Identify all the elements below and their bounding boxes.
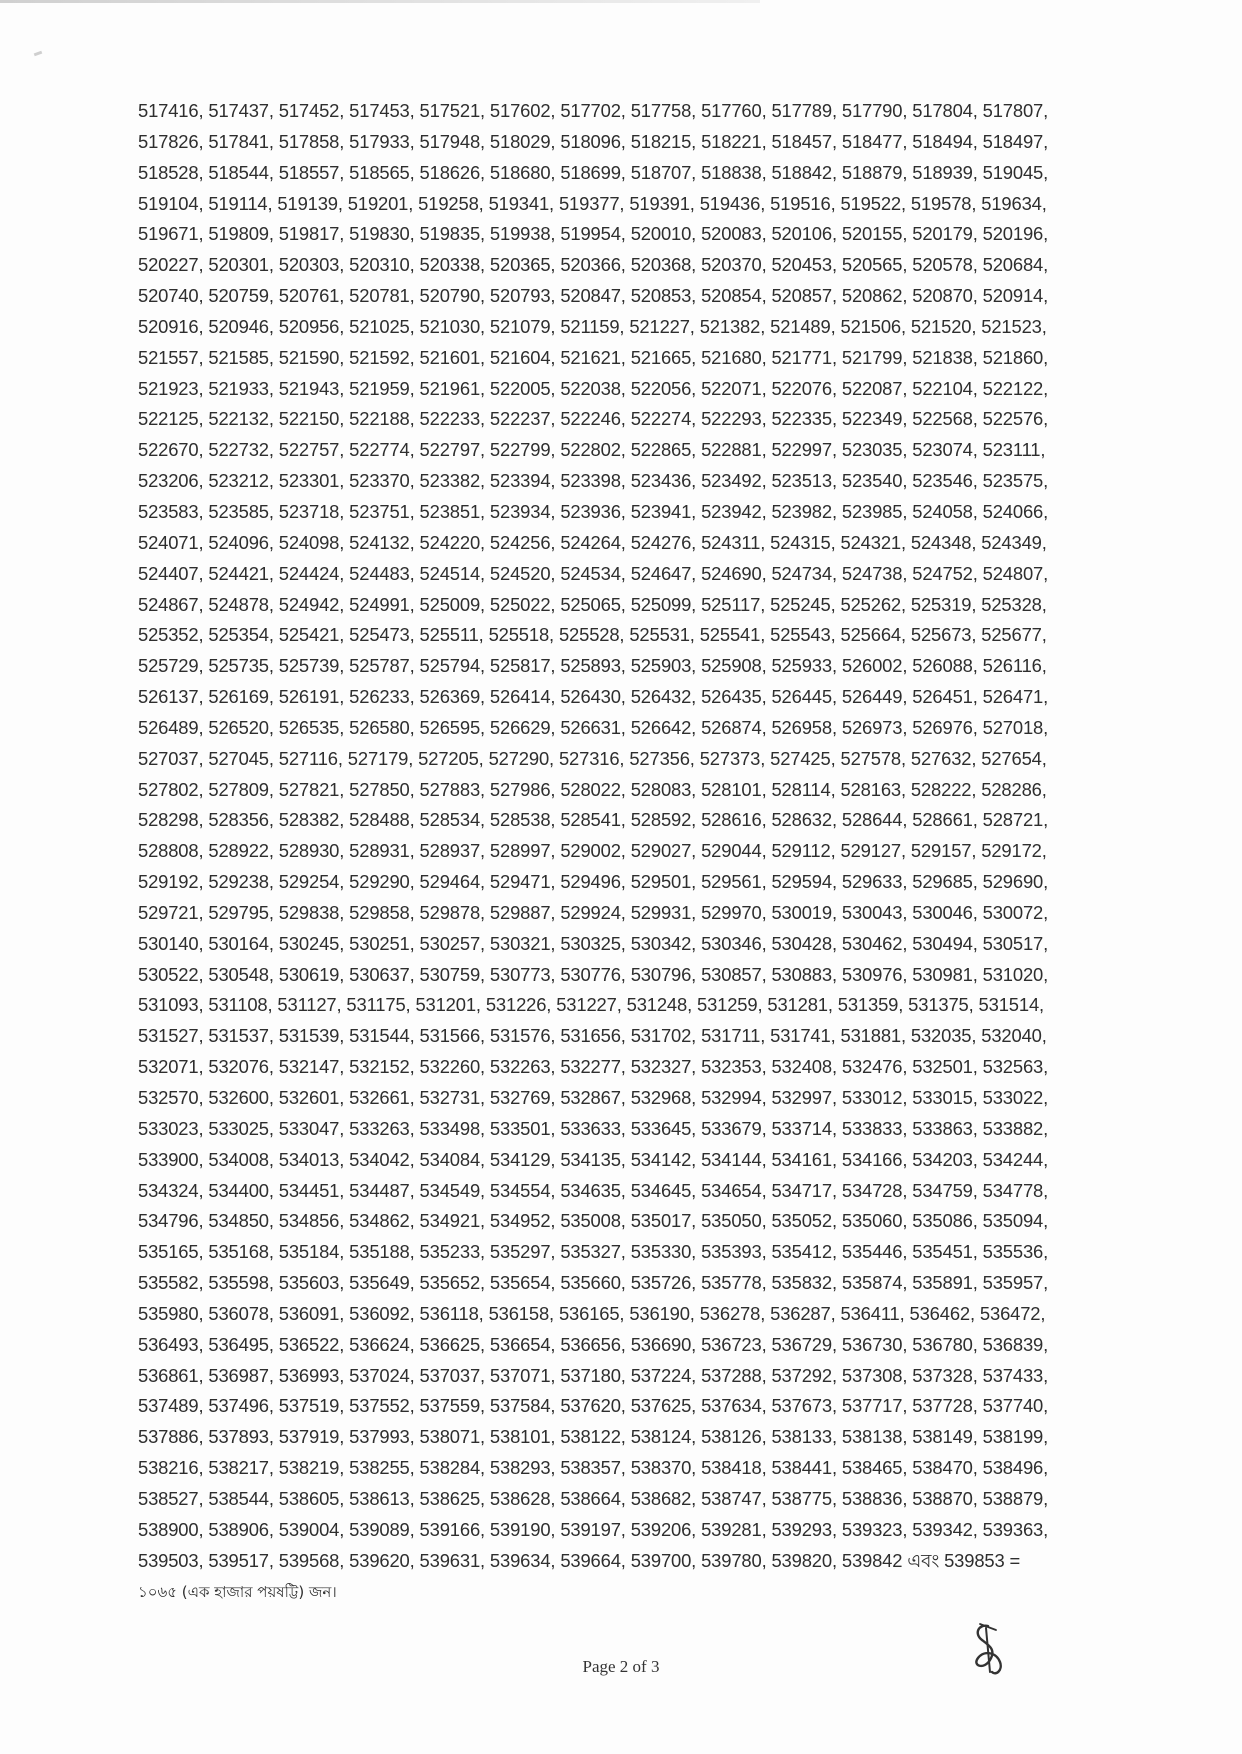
roll-number-line: 535980, 536078, 536091, 536092, 536118, 536158, 536165, 536190, 536278, 536287, 536411, 536462, 536472, (138, 1302, 1046, 1324)
roll-number-line: 520916, 520946, 520956, 521025, 521030, 521079, 521159, 521227, 521382, 521489, 521506, 521520, 521523, (138, 315, 1047, 337)
roll-number-line: 520227, 520301, 520303, 520310, 520338, 520365, 520366, 520368, 520370, 520453, 520565, 520578, 520684, (138, 254, 1049, 276)
roll-number-line: 522125, 522132, 522150, 522188, 522233, 522237, 522246, 522274, 522293, 522335, 522349, 522568, 522576, (138, 408, 1049, 430)
roll-number-line: 518528, 518544, 518557, 518565, 518626, 518680, 518699, 518707, 518838, 518842, 518879, 518939, 519045, (138, 161, 1049, 183)
roll-number-line: 521923, 521933, 521943, 521959, 521961, 522005, 522038, 522056, 522071, 522076, 522087, 522104, 522122, (138, 377, 1049, 399)
roll-number-line: 536493, 536495, 536522, 536624, 536625, 536654, 536656, 536690, 536723, 536729, 536730, 536780, 536839, (138, 1333, 1049, 1355)
roll-number-line: 534324, 534400, 534451, 534487, 534549, 534554, 534635, 534645, 534654, 534717, 534728, 534759, 534778, (138, 1179, 1049, 1201)
roll-number-line: 524071, 524096, 524098, 524132, 524220, 524256, 524264, 524276, 524311, 524315, 524321, 524348, 524349, (138, 531, 1047, 553)
roll-number-line: 531527, 531537, 531539, 531544, 531566, 531576, 531656, 531702, 531711, 531741, 531881, 532035, 532040, (138, 1025, 1047, 1047)
roll-number-line: 538527, 538544, 538605, 538613, 538625, 538628, 538664, 538682, 538747, 538775, 538836, 538870, 538879, (138, 1487, 1049, 1509)
roll-number-line: 534796, 534850, 534856, 534862, 534921, 534952, 535008, 535017, 535050, 535052, 535060, 535086, 535094, (138, 1210, 1049, 1232)
roll-number-line: 526489, 526520, 526535, 526580, 526595, 526629, 526631, 526642, 526874, 526958, 526973, 526976, 527018, (138, 716, 1049, 738)
roll-number-line: 524407, 524421, 524424, 524483, 524514, 524520, 524534, 524647, 524690, 524734, 524738, 524752, 524807, (138, 562, 1049, 584)
roll-number-line: 533900, 534008, 534013, 534042, 534084, 534129, 534135, 534142, 534144, 534161, 534166, 534203, 534244, (138, 1148, 1049, 1170)
roll-number-line: 530140, 530164, 530245, 530251, 530257, 530321, 530325, 530342, 530346, 530428, 530462, 530494, 530517, (138, 932, 1049, 954)
roll-number-line: 532570, 532600, 532601, 532661, 532731, 532769, 532867, 532968, 532994, 532997, 533012, 533015, 533022, (138, 1087, 1049, 1108)
roll-number-line: 519671, 519809, 519817, 519830, 519835, 519938, 519954, 520010, 520083, 520106, 520155, 520179, 520196, (138, 223, 1049, 245)
roll-number-line: 528808, 528922, 528930, 528931, 528937, 528997, 529002, 529027, 529044, 529112, 529127, 529157, 529172, (138, 840, 1047, 862)
roll-number-line: 535165, 535168, 535184, 535188, 535233, 535297, 535327, 535330, 535393, 535412, 535446, 535451, 535536, (138, 1241, 1049, 1263)
roll-number-line: 537886, 537893, 537919, 537993, 538071, 538101, 538122, 538124, 538126, 538133, 538138, 538149, 538199, (138, 1426, 1049, 1448)
roll-number-line: 528298, 528356, 528382, 528488, 528534, 528538, 528541, 528592, 528616, 528632, 528644, 528661, 528721, (138, 809, 1049, 831)
roll-number-line: 532071, 532076, 532147, 532152, 532260, 532263, 532277, 532327, 532353, 532408, 532476, 532501, 532563, (138, 1056, 1049, 1078)
roll-number-line: 523583, 523585, 523718, 523751, 523851, 523934, 523936, 523941, 523942, 523982, 523985, 524058, 524066, (138, 500, 1049, 522)
roll-number-line: 538900, 538906, 539004, 539089, 539166, 539190, 539197, 539206, 539281, 539293, 539323, 539342, 539363, (138, 1518, 1049, 1540)
roll-number-line: 523206, 523212, 523301, 523370, 523382, 523394, 523398, 523436, 523492, 523513, 523540, 523546, 523575, (138, 470, 1049, 492)
roll-number-line: 517416, 517437, 517452, 517453, 517521, 517602, 517702, 517758, 517760, 517789, 517790, 517804, 517807, (138, 100, 1049, 121)
scan-speck (34, 51, 43, 57)
roll-number-line: 525352, 525354, 525421, 525473, 525511, 525518, 525528, 525531, 525541, 525543, 525664, 525673, 525677, (138, 624, 1047, 646)
roll-number-line: 524867, 524878, 524942, 524991, 525009, 525022, 525065, 525099, 525117, 525245, 525262, 525319, 525328, (138, 593, 1047, 615)
roll-number-line: 517826, 517841, 517858, 517933, 517948, 518029, 518096, 518215, 518221, 518457, 518477, 518494, 518497, (138, 130, 1049, 152)
roll-number-line: 529721, 529795, 529838, 529858, 529878, 529887, 529924, 529931, 529970, 530019, 530043, 530046, 530072, (138, 901, 1049, 923)
roll-number-line: 525729, 525735, 525739, 525787, 525794, 525817, 525893, 525903, 525908, 525933, 526002, 526088, 526116, (138, 655, 1047, 677)
roll-number-line: 520740, 520759, 520761, 520781, 520790, 520793, 520847, 520853, 520854, 520857, 520862, 520870, 520914, (138, 285, 1049, 307)
roll-number-line: 531093, 531108, 531127, 531175, 531201, 531226, 531227, 531248, 531259, 531281, 531359, 531375, 531514, (138, 994, 1044, 1016)
roll-number-line: 538216, 538217, 538219, 538255, 538284, 538293, 538357, 538370, 538418, 538441, 538465, 538470, 538496, (138, 1457, 1049, 1479)
roll-number-line: 521557, 521585, 521590, 521592, 521601, 521604, 521621, 521665, 521680, 521771, 521799, 521838, 521860, (138, 346, 1049, 368)
total-count-line: ১০৬৫ (এক হাজার পয়ষট্টি) জন। (138, 1582, 337, 1601)
page-number: Page 2 of 3 (582, 1657, 660, 1676)
roll-number-line: 530522, 530548, 530619, 530637, 530759, 530773, 530776, 530796, 530857, 530883, 530976, 530981, 531020, (138, 963, 1049, 985)
roll-number-line: 526137, 526169, 526191, 526233, 526369, 526414, 526430, 526432, 526435, 526445, 526449, 526451, 526471, (138, 686, 1049, 708)
roll-number-line: 529192, 529238, 529254, 529290, 529464, 529471, 529496, 529501, 529561, 529594, 529633, 529685, 529690, (138, 871, 1049, 893)
roll-number-line: 535582, 535598, 535603, 535649, 535652, 535654, 535660, 535726, 535778, 535832, 535874, 535891, 535957, (138, 1272, 1049, 1294)
roll-number-list (138, 96, 1138, 1607)
roll-number-line: 539503, 539517, 539568, 539620, 539631, 539634, 539664, 539700, 539780, 539820, 539842 এবং 539853 = (138, 1549, 1021, 1571)
roll-number-line: 527802, 527809, 527821, 527850, 527883, 527986, 528022, 528083, 528101, 528114, 528163, 528222, 528286, (138, 778, 1047, 800)
scan-top-edge (0, 0, 760, 3)
roll-number-line: 522670, 522732, 522757, 522774, 522797, 522799, 522802, 522865, 522881, 522997, 523035, 523074, 523111, (138, 439, 1046, 461)
roll-number-line: 527037, 527045, 527116, 527179, 527205, 527290, 527316, 527356, 527373, 527425, 527578, 527632, 527654, (138, 747, 1047, 769)
roll-number-line: 519104, 519114, 519139, 519201, 519258, 519341, 519377, 519391, 519436, 519516, 519522, 519578, 519634, (138, 192, 1047, 214)
roll-number-line: 537489, 537496, 537519, 537552, 537559, 537584, 537620, 537625, 537634, 537673, 537717, 537728, 537740, (138, 1395, 1049, 1417)
roll-number-line: 536861, 536987, 536993, 537024, 537037, 537071, 537180, 537224, 537288, 537292, 537308, 537328, 537433, (138, 1364, 1049, 1386)
roll-number-line: 533023, 533025, 533047, 533263, 533498, 533501, 533633, 533645, 533679, 533714, 533833, 533863, 533882, (138, 1117, 1049, 1139)
